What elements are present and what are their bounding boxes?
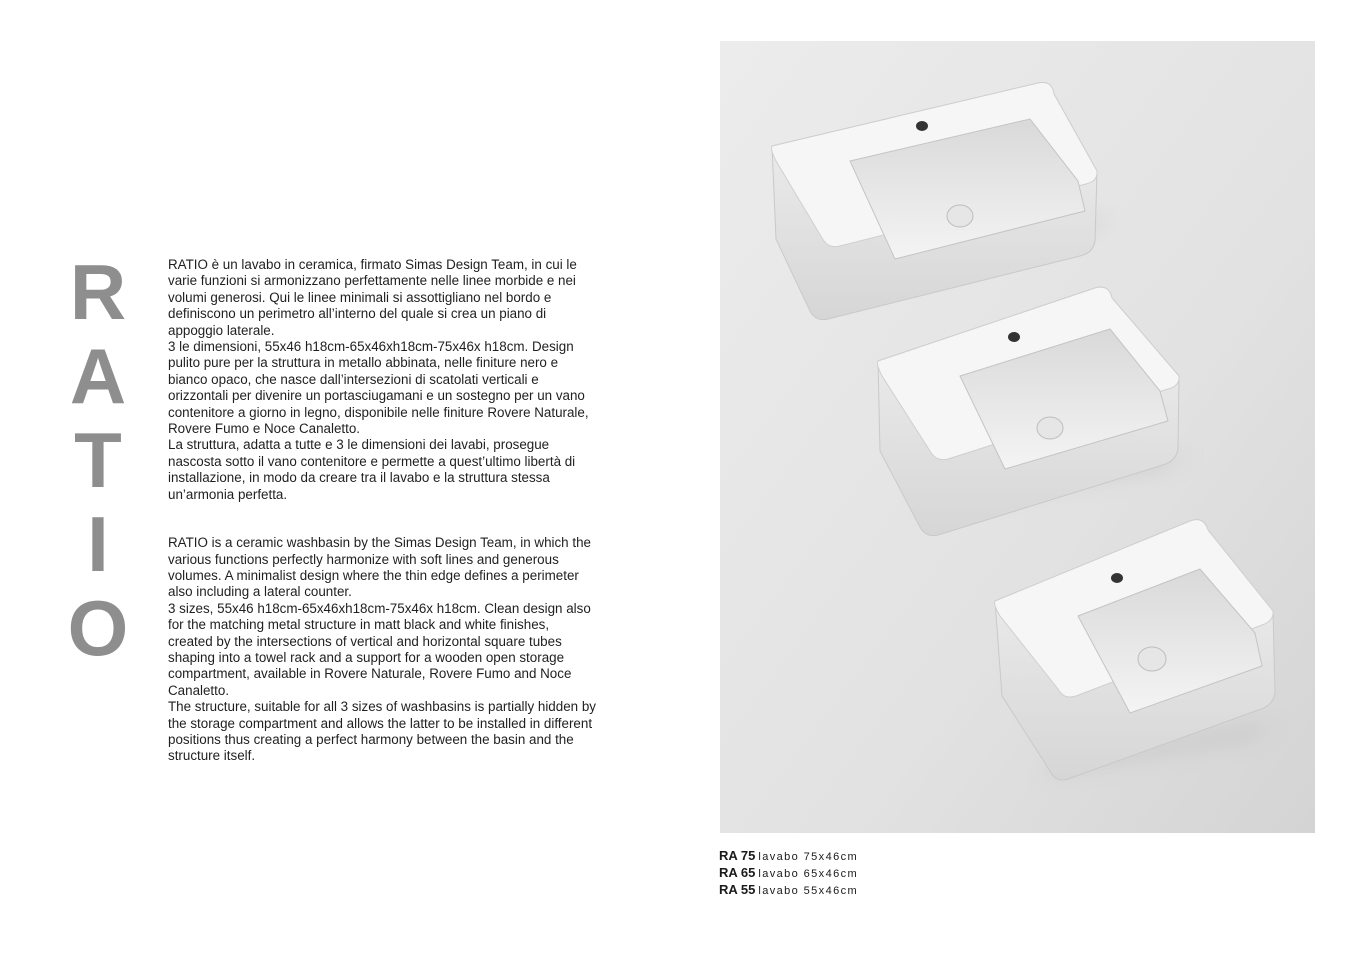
caption-list — [719, 848, 858, 899]
product-photo — [720, 41, 1315, 833]
caption-row — [719, 848, 858, 865]
model-desc: lavabo 55x46cm — [758, 885, 859, 897]
title-letter: O — [67, 584, 129, 672]
caption-row — [719, 882, 858, 899]
model-desc: lavabo 75x46cm — [758, 851, 859, 863]
model-code: RA 65 — [719, 865, 756, 880]
english-paragraph: 3 sizes, 55x46 h18cm-65x46xh18cm-75x46x h18cm. Clean design also for the matching metal structure in matt black and white finishes, created by the intersections of vertical and horizontal square tubes shaping into a towel rack and a support for a wooden open storage compartment, available in Rovere Naturale, Rovere Fumo and Noce Canaletto. — [168, 600, 591, 698]
description-column — [168, 257, 596, 765]
caption-row — [719, 865, 858, 882]
italian-paragraph: 3 le dimensioni, 55x46 h18cm-65x46xh18cm-75x46x h18cm. Design pulito pure per la struttura in metallo abbinata, nelle finiture nero e bianco opaco, che nasce dall’intersezioni di scatolati verticali e orizzontali per divenire un portasciugamani e un sostegno per un vano contenitore a giorno in legno, disponibile nelle finiture Rovere Naturale, Rovere Fumo e Noce Canaletto. — [168, 339, 589, 437]
title-letter: T — [74, 416, 122, 504]
model-desc: lavabo 65x46cm — [758, 868, 859, 880]
title-letter: R — [69, 248, 127, 336]
title-letter: A — [69, 332, 127, 420]
paragraph-spacer — [168, 503, 596, 535]
title-letter: I — [87, 500, 109, 588]
english-paragraph: RATIO is a ceramic washbasin by the Simas Design Team, in which the various functions perfectly harmonize with soft lines and generous volumes. A minimalist design where the thin edge defines a perimeter also including a lateral counter. — [168, 535, 591, 600]
italian-paragraph: RATIO è un lavabo in ceramica, firmato Simas Design Team, in cui le varie funzioni si armonizzano perfettamente nelle linee morbide e nei volumi generosi. Qui le linee minimali si assottigliano nel bordo e definiscono un perimetro all’interno del quale si crea un piano di appoggio laterale. — [168, 257, 577, 338]
vertical-title — [62, 250, 134, 670]
english-paragraph: The structure, suitable for all 3 sizes of washbasins is partially hidden by the storage compartment and allows the latter to be installed in different positions thus creating a perfect harmony between the basin and the structure itself. — [168, 699, 596, 764]
model-code: RA 75 — [719, 848, 756, 863]
italian-paragraph: La struttura, adatta a tutte e 3 le dimensioni dei lavabi, prosegue nascosta sotto il vano contenitore e permette a quest’ultimo libertà di installazione, in modo da creare tra il lavabo e la struttura stessa un’armonia perfetta. — [168, 437, 576, 502]
model-code: RA 55 — [719, 882, 756, 897]
